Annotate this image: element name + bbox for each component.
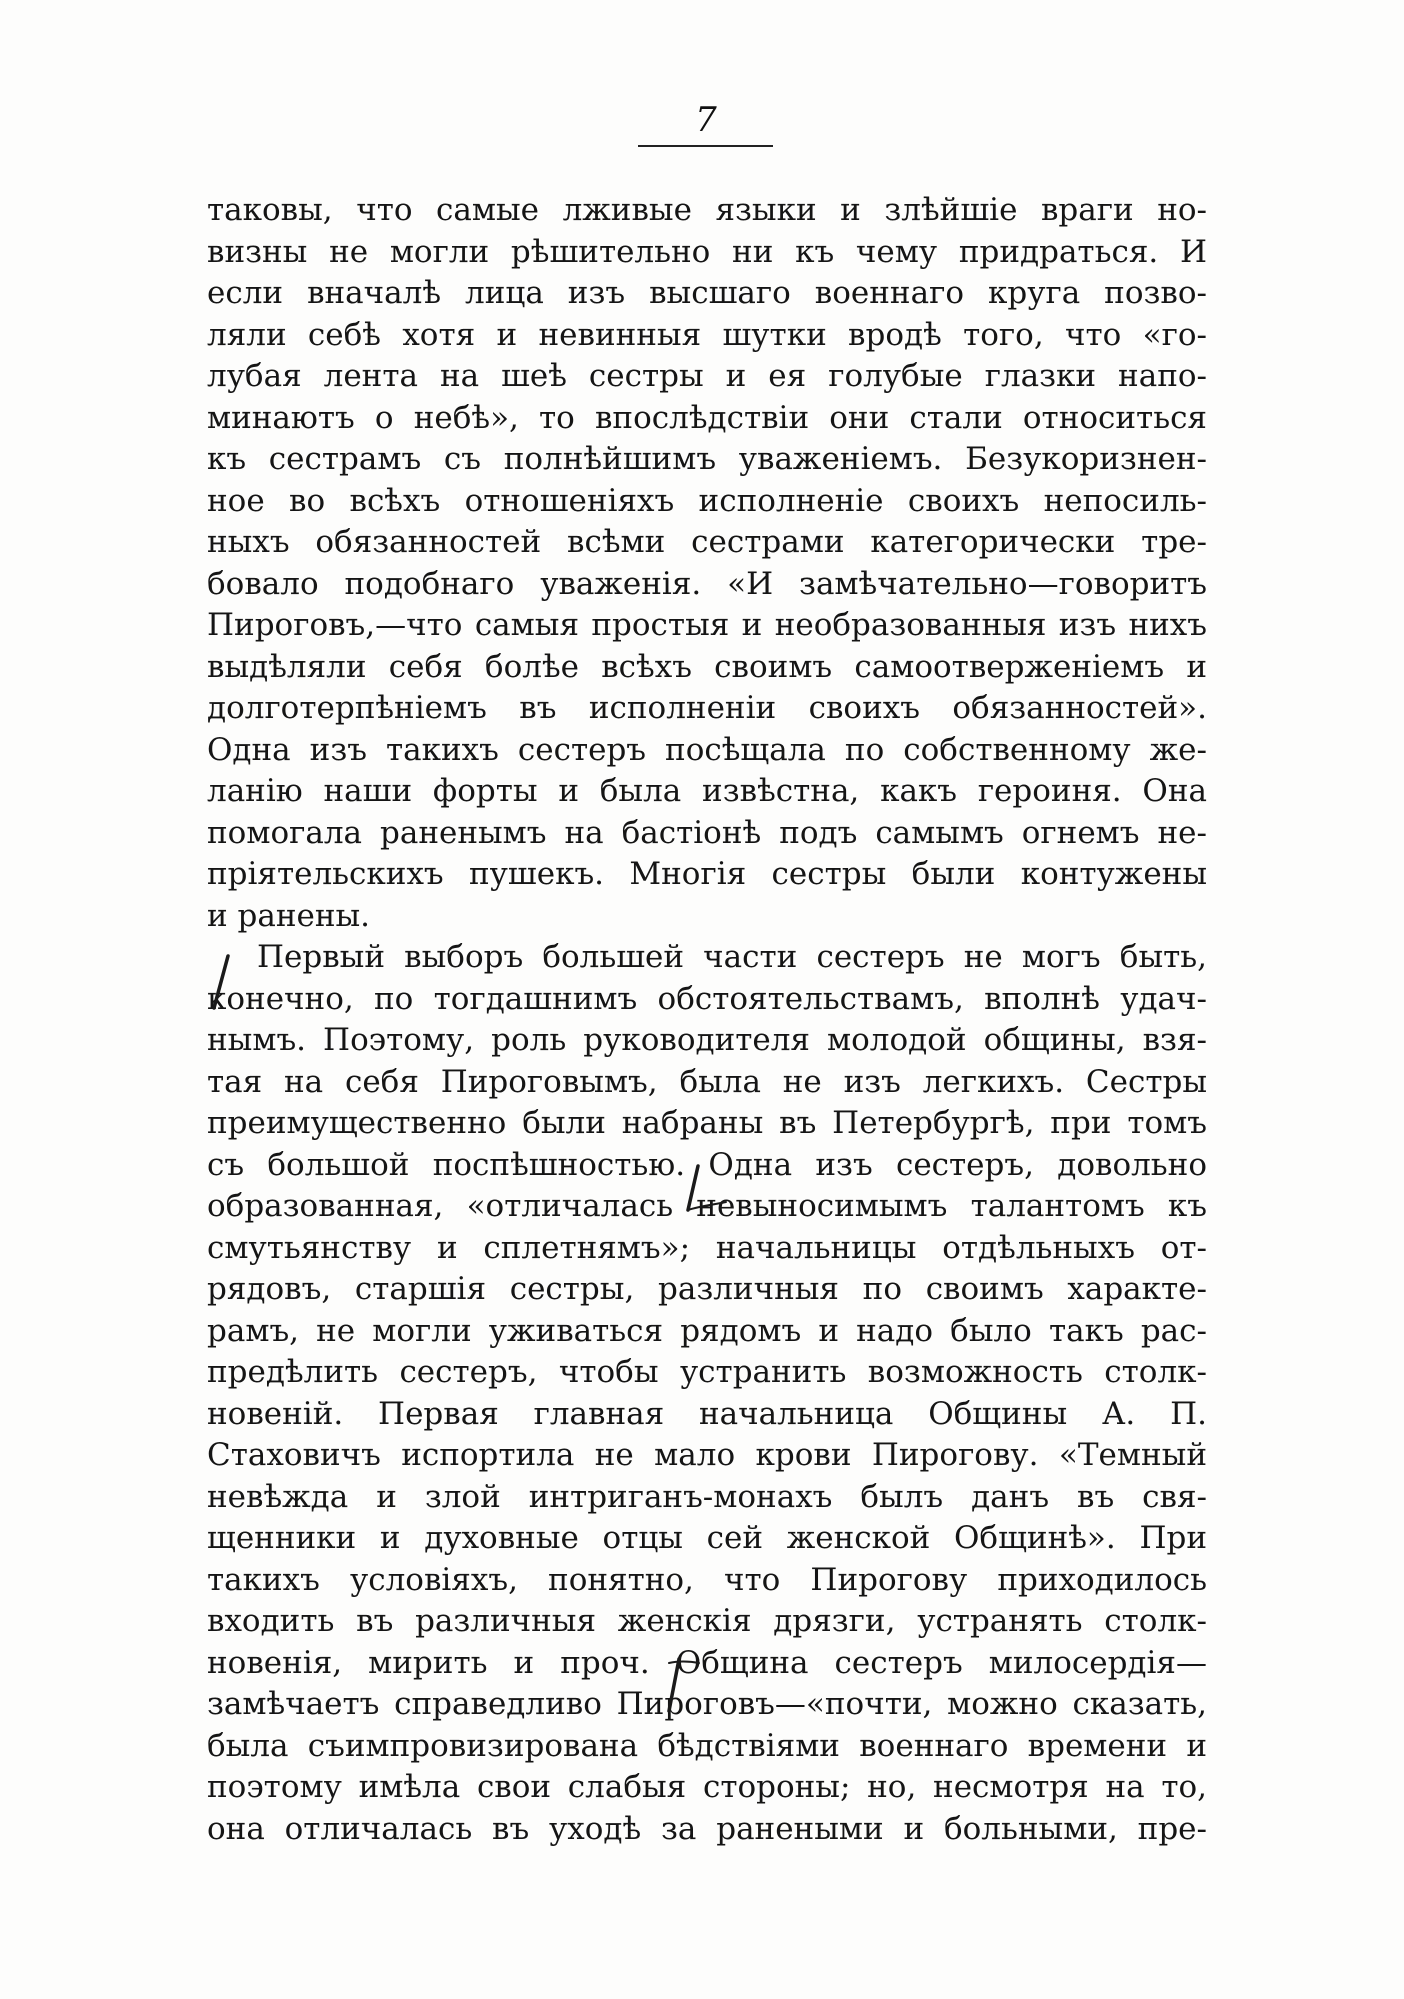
text-line: нымъ. Поэтому, роль руководителя молодой общины, взя- bbox=[207, 1022, 1207, 1058]
text-line: къ сестрамъ съ полнѣйшимъ уваженіемъ. Безукоризнен- bbox=[207, 441, 1207, 477]
text-line: лубая лента на шеѣ сестры и ея голубые глазки напо- bbox=[207, 358, 1207, 394]
text-line: входить въ различныя женскія дрязги, устранять столк- bbox=[207, 1603, 1207, 1639]
text-line: невѣжда и злой интриганъ-монахъ былъ данъ въ свя- bbox=[207, 1478, 1207, 1515]
text-line: рамъ, не могли уживаться рядомъ и надо было такъ рас- bbox=[207, 1312, 1207, 1349]
paragraph-start-line: Первый выборъ большей части сестеръ не могъ быть, bbox=[257, 939, 1207, 975]
text-line: съ большой поспѣшностью. Одна изъ сестеръ, довольно bbox=[207, 1146, 1207, 1183]
text-line: была съимпровизирована бѣдствіями военнаго времени и bbox=[207, 1727, 1207, 1764]
body-text bbox=[207, 190, 1207, 1850]
text-line: замѣчаетъ справедливо Пироговъ—«почти, можно сказать, bbox=[207, 1686, 1207, 1722]
text-line: поэтому имѣла свои слабыя стороны; но, несмотря на то, bbox=[207, 1769, 1207, 1805]
text-line: Стаховичъ испортила не мало крови Пирогову. «Темный bbox=[207, 1437, 1207, 1473]
text-line: новеній. Первая главная начальница Общины А. П. bbox=[207, 1395, 1207, 1432]
text-line: визны не могли рѣшительно ни къ чему придраться. И bbox=[207, 233, 1207, 270]
text-line: новенія, мирить и проч. Община сестеръ милосердія— bbox=[207, 1644, 1207, 1681]
page-number-rule bbox=[638, 145, 773, 147]
paragraph-end-line: и ранены. bbox=[207, 897, 371, 934]
text-line: минаютъ о небѣ», то впослѣдствіи они стали относиться bbox=[207, 399, 1207, 436]
text-line: долготерпѣніемъ въ исполненіи своихъ обязанностей». bbox=[207, 690, 1207, 726]
text-line: тая на себя Пироговымъ, была не изъ легкихъ. Сестры bbox=[207, 1063, 1207, 1100]
text-line: Пироговъ,—что самыя простыя и необразованныя изъ нихъ bbox=[207, 607, 1207, 643]
text-line: таковы, что самые лживые языки и злѣйшіе враги но- bbox=[207, 192, 1207, 228]
text-line: рядовъ, старшія сестры, различныя по своимъ характе- bbox=[207, 1271, 1207, 1307]
text-line: преимущественно были набраны въ Петербургѣ, при томъ bbox=[207, 1105, 1207, 1141]
text-line: образованная, «отличалась невыносимымъ талантомъ къ bbox=[207, 1188, 1207, 1224]
text-line: она отличалась въ уходѣ за ранеными и больными, пре- bbox=[207, 1810, 1207, 1847]
text-line: смутьянству и сплетнямъ»; начальницы отдѣльныхъ от- bbox=[207, 1229, 1207, 1266]
text-line: если вначалѣ лица изъ высшаго военнаго круга позво- bbox=[207, 275, 1207, 311]
text-line: ланію наши форты и была извѣстна, какъ героиня. Она bbox=[207, 773, 1207, 809]
text-line: ное во всѣхъ отношеніяхъ исполненіе своихъ непосиль- bbox=[207, 482, 1207, 519]
text-line: конечно, по тогдашнимъ обстоятельствамъ, вполнѣ удач- bbox=[207, 980, 1207, 1017]
text-line: помогала раненымъ на бастіонѣ подъ самымъ огнемъ не- bbox=[207, 814, 1207, 851]
text-line: такихъ условіяхъ, понятно, что Пирогову приходилось bbox=[207, 1561, 1207, 1598]
text-line: пріятельскихъ пушекъ. Многія сестры были контужены bbox=[207, 856, 1207, 892]
text-line: щенники и духовные отцы сей женской Общинѣ». При bbox=[207, 1520, 1207, 1556]
text-line: ляли себѣ хотя и невинныя шутки вродѣ того, что «го- bbox=[207, 316, 1207, 353]
page-number: 7 bbox=[695, 100, 717, 140]
text-line: Одна изъ такихъ сестеръ посѣщала по собственному же- bbox=[207, 731, 1207, 768]
text-line: бовало подобнаго уваженія. «И замѣчательно—говоритъ bbox=[207, 565, 1207, 602]
text-line: выдѣляли себя болѣе всѣхъ своимъ самоотверженіемъ и bbox=[207, 648, 1207, 685]
text-line: предѣлить сестеръ, чтобы устранить возможность столк- bbox=[207, 1354, 1207, 1390]
text-line: ныхъ обязанностей всѣми сестрами категорически тре- bbox=[207, 524, 1207, 560]
